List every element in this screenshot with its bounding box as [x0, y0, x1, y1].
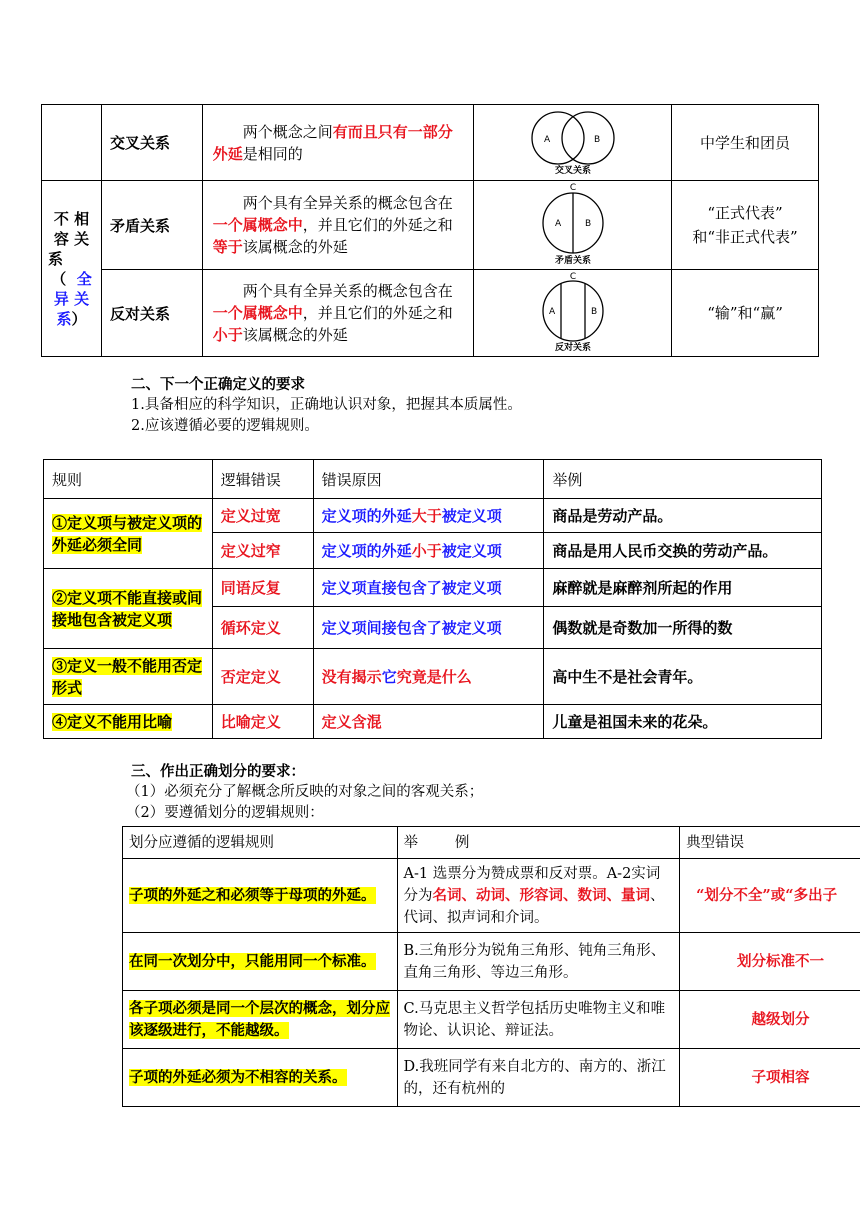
relation-example: “正式代表” 和“非正式代表”: [672, 181, 819, 270]
svg-text:B: B: [584, 219, 591, 229]
definition-rules-table: [43, 459, 822, 739]
svg-text:B: B: [593, 134, 600, 145]
table-header-row: [44, 460, 822, 499]
contrary-diagram: [474, 270, 672, 357]
table-row: [44, 569, 822, 607]
relation-row: [42, 105, 819, 181]
relation-description: 两个具有全异关系的概念包含在一个属概念中，并且它们的外延之和小于该属概念的外延: [202, 270, 474, 357]
header-cell: 逻辑错误: [212, 460, 313, 499]
rule-cell: 各子项必须是同一个层次的概念，划分应该逐级进行，不能越级。: [123, 991, 398, 1049]
relation-name: 交叉关系: [101, 105, 202, 181]
error-cell: 循环定义: [212, 607, 313, 649]
example-cell: 高中生不是社会青年。: [544, 649, 822, 705]
rule-cell: ②定义项不能直接或间接地包含被定义项: [44, 569, 213, 649]
example-cell: A-1 选票分为赞成票和反对票。A-2实词分为名词、动词、形容词、数词、量词、代词、拟声词和介词。: [397, 859, 680, 933]
contradictory-diagram: [474, 181, 672, 270]
svg-text:B: B: [590, 307, 597, 317]
example-cell: 偶数就是奇数加一所得的数: [544, 607, 822, 649]
exclusive-group-label: 不 相 容 关 系 （ 全 异 关 系）: [42, 181, 102, 357]
table-row: [44, 649, 822, 705]
section-2-heading: 二、下一个正确定义的要求: [131, 376, 305, 393]
svg-text:A: A: [554, 219, 561, 229]
rule-cell: ④定义不能用比喻: [44, 705, 213, 739]
table-row: [123, 991, 860, 1049]
table-row: [123, 859, 860, 933]
division-rules-table: [122, 826, 860, 1107]
header-cell: 规则: [44, 460, 213, 499]
relation-example: 中学生和团员: [672, 105, 819, 181]
error-cell: 划分标准不一: [680, 933, 860, 991]
relation-name: 反对关系: [101, 270, 202, 357]
svg-text:A: A: [543, 134, 550, 145]
rule-cell: 子项的外延必须为不相容的关系。: [123, 1049, 398, 1107]
relation-row: [42, 181, 819, 270]
header-cell: 举 例: [397, 827, 680, 859]
error-cell: “划分不全”或“多出子: [680, 859, 860, 933]
empty-cell: [42, 105, 102, 181]
error-cell: 否定定义: [212, 649, 313, 705]
error-cell: 越级划分: [680, 991, 860, 1049]
rule-cell: ③定义一般不能用否定形式: [44, 649, 213, 705]
table-row: [44, 499, 822, 533]
relation-description: 两个具有全异关系的概念包含在一个属概念中，并且它们的外延之和等于该属概念的外延: [202, 181, 474, 270]
section-2: [131, 374, 522, 437]
svg-text:反对关系: 反对关系: [554, 343, 591, 352]
relations-table: [41, 104, 819, 357]
reason-cell: 定义项间接包含了被定义项: [313, 607, 544, 649]
example-cell: B.三角形分为锐角三角形、钝角三角形、直角三角形、等边三角形。: [397, 933, 680, 991]
svg-text:交叉关系: 交叉关系: [554, 165, 591, 175]
error-cell: 比喻定义: [212, 705, 313, 739]
rule-cell: 在同一次划分中，只能用同一个标准。: [123, 933, 398, 991]
section-3: [126, 761, 483, 824]
error-cell: 子项相容: [680, 1049, 860, 1107]
reason-cell: 没有揭示它究竟是什么: [313, 649, 544, 705]
section-3-line: （2）要遵循划分的逻辑规则：: [126, 805, 324, 821]
relation-example: “输”和“赢”: [672, 270, 819, 357]
table-row: [44, 705, 822, 739]
header-cell: 划分应遵循的逻辑规则: [123, 827, 398, 859]
example-cell: C.马克思主义哲学包括历史唯物主义和唯物论、认识论、辩证法。: [397, 991, 680, 1049]
svg-text:矛盾关系: 矛盾关系: [554, 256, 591, 265]
svg-text:C: C: [569, 183, 576, 193]
example-cell: D.我班同学有来自北方的、南方的、浙江的，还有杭州的: [397, 1049, 680, 1107]
rule-cell: 子项的外延之和必须等于母项的外延。: [123, 859, 398, 933]
reason-cell: 定义项直接包含了被定义项: [313, 569, 544, 607]
header-cell: 典型错误: [680, 827, 860, 859]
svg-text:C: C: [569, 272, 576, 282]
intersect-diagram: [474, 105, 672, 181]
error-cell: 同语反复: [212, 569, 313, 607]
svg-text:A: A: [548, 307, 555, 317]
relation-name: 矛盾关系: [101, 181, 202, 270]
error-cell: 定义过窄: [212, 533, 313, 569]
example-cell: 商品是用人民币交换的劳动产品。: [544, 533, 822, 569]
header-cell: 错误原因: [313, 460, 544, 499]
section-2-line: 2.应该遵循必要的逻辑规则。: [131, 418, 319, 434]
table-row: [123, 1049, 860, 1107]
example-cell: 商品是劳动产品。: [544, 499, 822, 533]
reason-cell: 定义项的外延大于被定义项: [313, 499, 544, 533]
section-2-line: 1.具备相应的科学知识，正确地认识对象，把握其本质属性。: [131, 397, 522, 413]
error-cell: 定义过宽: [212, 499, 313, 533]
reason-cell: 定义项的外延小于被定义项: [313, 533, 544, 569]
rule-cell: ①定义项与被定义项的外延必须全同: [44, 499, 213, 569]
section-3-line: （1）必须充分了解概念所反映的对象之间的客观关系；: [126, 784, 484, 800]
example-cell: 麻醉就是麻醉剂所起的作用: [544, 569, 822, 607]
reason-cell: 定义含混: [313, 705, 544, 739]
section-3-heading: 三、作出正确划分的要求：: [131, 763, 305, 780]
table-row: [123, 933, 860, 991]
relation-description: 两个概念之间有而且只有一部分外延是相同的: [202, 105, 474, 181]
header-cell: 举例: [544, 460, 822, 499]
table-header-row: [123, 827, 860, 859]
relation-row: [42, 270, 819, 357]
example-cell: 儿童是祖国未来的花朵。: [544, 705, 822, 739]
